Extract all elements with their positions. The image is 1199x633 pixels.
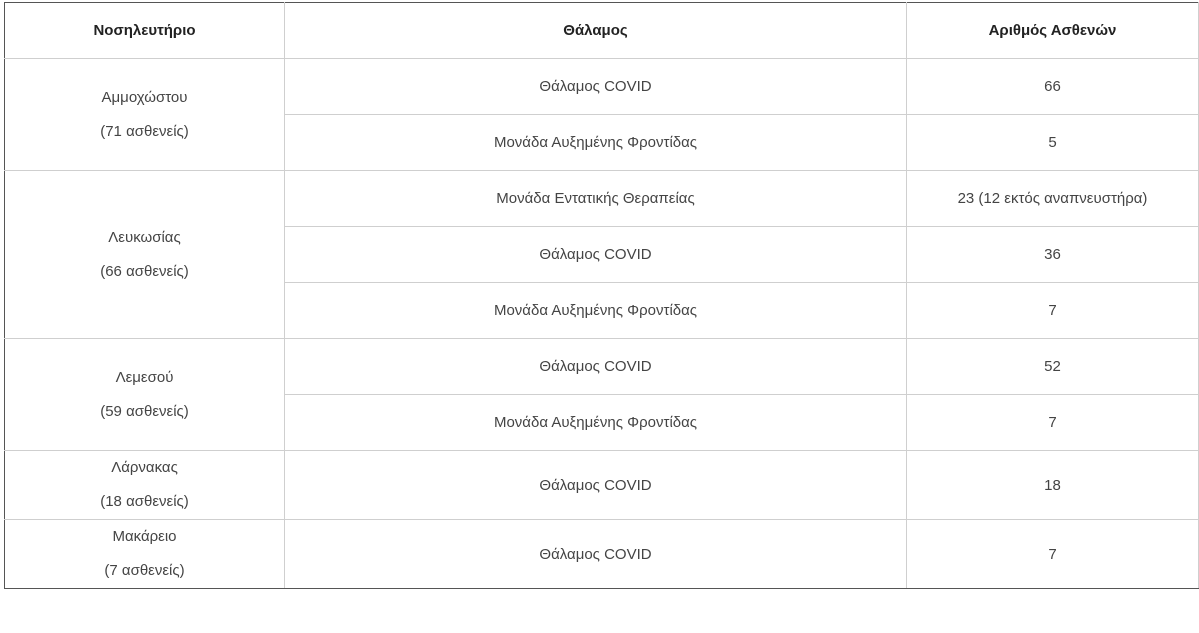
hospital-name: Λάρνακας [111, 459, 178, 476]
hospital-patient-total: (7 ασθενείς) [104, 562, 185, 579]
table-row [5, 520, 1199, 589]
count-cell: 7 [907, 520, 1199, 589]
table-row [5, 451, 1199, 520]
header-hospital: Νοσηλευτήριο [5, 3, 285, 59]
ward-cell: Μονάδα Εντατικής Θεραπείας [285, 171, 907, 227]
count-cell: 36 [907, 227, 1199, 283]
hospital-patient-total: (66 ασθενείς) [100, 262, 189, 280]
hospital-cell [5, 339, 285, 451]
hospital-cell [5, 171, 285, 339]
hospital-cell [5, 59, 285, 171]
ward-cell: Μονάδα Αυξημένης Φροντίδας [285, 115, 907, 171]
hospital-name: Λευκωσίας [108, 228, 181, 246]
ward-cell: Θάλαμος COVID [285, 451, 907, 520]
ward-cell: Θάλαμος COVID [285, 59, 907, 115]
header-row [5, 3, 1199, 59]
ward-cell: Θάλαμος COVID [285, 520, 907, 589]
count-cell: 18 [907, 451, 1199, 520]
hospital-cell [5, 520, 285, 589]
hospital-patients-table [4, 2, 1199, 589]
ward-cell: Θάλαμος COVID [285, 227, 907, 283]
hospital-patient-total: (71 ασθενείς) [100, 122, 189, 140]
count-cell: 7 [907, 395, 1199, 451]
header-ward: Θάλαμος [285, 3, 907, 59]
count-cell: 23 (12 εκτός αναπνευστήρα) [907, 171, 1199, 227]
table-row [5, 171, 1199, 227]
table-row [5, 59, 1199, 115]
table-row [5, 339, 1199, 395]
hospital-patient-total: (59 ασθενείς) [100, 402, 189, 420]
ward-cell: Μονάδα Αυξημένης Φροντίδας [285, 395, 907, 451]
count-cell: 66 [907, 59, 1199, 115]
hospital-cell [5, 451, 285, 520]
count-cell: 5 [907, 115, 1199, 171]
count-cell: 52 [907, 339, 1199, 395]
hospital-name: Μακάρειο [112, 528, 177, 545]
hospital-patient-total: (18 ασθενείς) [100, 493, 189, 510]
header-patient-count: Αριθμός Ασθενών [907, 3, 1199, 59]
count-cell: 7 [907, 283, 1199, 339]
hospital-name: Λεμεσού [115, 368, 174, 386]
ward-cell: Θάλαμος COVID [285, 339, 907, 395]
ward-cell: Μονάδα Αυξημένης Φροντίδας [285, 283, 907, 339]
hospital-name: Αμμοχώστου [101, 88, 188, 106]
